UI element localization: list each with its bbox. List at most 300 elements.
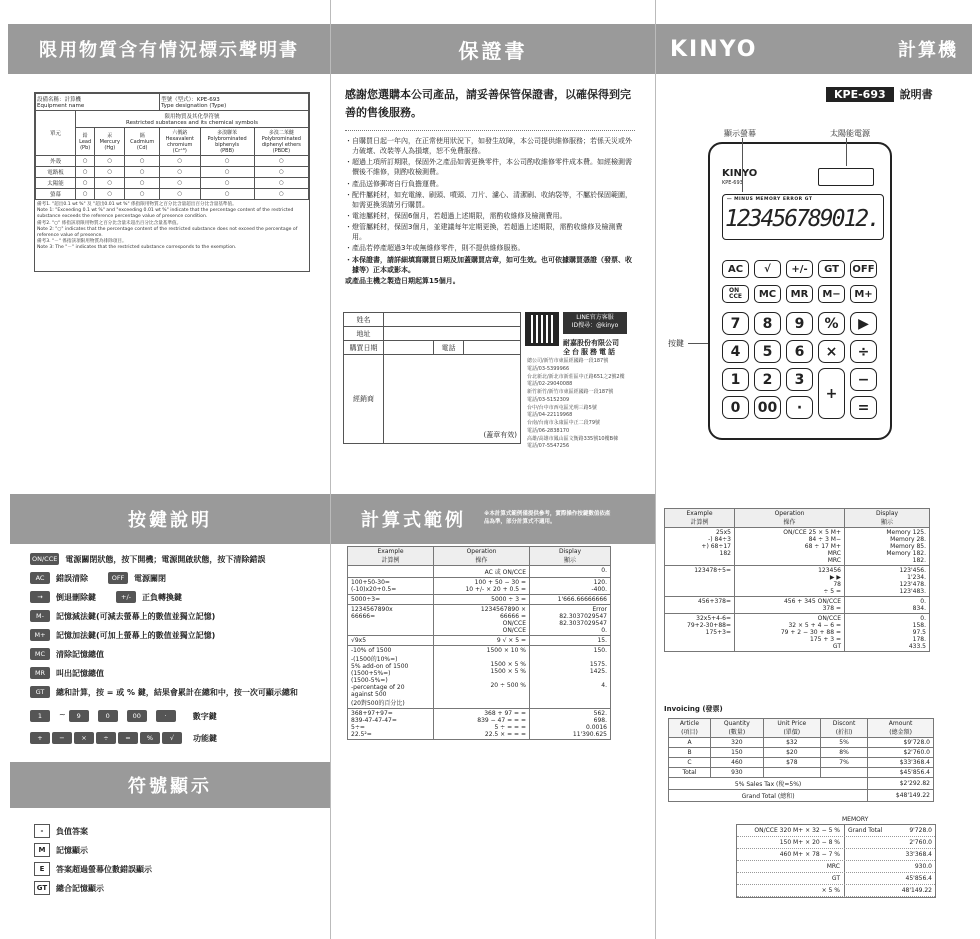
example-cell: -10% of 1500 -(1500的10%=) 5% add-on of 1500 (1500+5%=) (1500-5%=) -percentage of 20 against 500 (20對500的百分比)	[348, 646, 434, 709]
key-chip: +/-	[116, 591, 136, 603]
restricted-notes	[35, 200, 309, 254]
operation-cell: 9 √ × 5 =	[434, 636, 530, 646]
memory-row	[737, 861, 935, 873]
num-key-chip: 00	[127, 710, 147, 722]
symbol-title: 符號顯示	[128, 776, 212, 797]
symbol-text: 答案超過螢幕位數錯誤顯示	[56, 864, 152, 874]
symbol-chip: GT	[34, 881, 50, 895]
memory-op: × 5 %	[737, 885, 845, 896]
key-chip: M-	[30, 610, 50, 622]
display-cell: 0. 158. 97.5 178. 433.5	[845, 614, 930, 652]
type-label: 型號（型式）：KPE-693	[161, 97, 220, 103]
memory-row	[737, 849, 935, 861]
invoice-cell: 5%	[820, 738, 867, 748]
display-cell: Error 82.3037029547 82.3037029547 0.	[530, 605, 611, 636]
memory-rows	[736, 824, 936, 898]
table-row	[348, 566, 611, 578]
substance-mark: ○	[95, 156, 125, 167]
range-separator: ~	[59, 710, 66, 719]
column-header: Example 計算例	[665, 509, 735, 528]
func-key-chip: −	[52, 732, 72, 744]
num-key-chip: 9	[69, 710, 89, 722]
warranty-item: ・自購買日起一年內，在正常使用狀況下，如發生故障，本公司提供維修服務；若係天災或外力破壞、改裝等人為損壞，恕不免費服務。	[345, 137, 632, 156]
line-id: ID搜尋：@kinyo	[571, 322, 619, 330]
calc-key[interactable]: GT	[818, 260, 845, 278]
invoice-cell: 930	[711, 768, 764, 778]
form-date-field[interactable]	[384, 341, 434, 354]
table-row	[665, 597, 930, 614]
invoice-cell: $9'728.0	[868, 738, 934, 748]
key-desc-text: 錯誤清除	[56, 573, 88, 583]
form-address-field[interactable]	[384, 327, 520, 340]
invoice-cell: A	[669, 738, 711, 748]
func-key-chip: ÷	[96, 732, 116, 744]
label-display: 顯示螢幕	[724, 129, 756, 138]
func-key-chip: +	[30, 732, 50, 744]
display-cell: 123'456. 1'234. 123'478. 123'483.	[845, 566, 930, 597]
calculator-body	[708, 142, 892, 440]
warranty-title-bar	[331, 24, 655, 74]
symbol-text: 總合記憶顯示	[56, 883, 104, 893]
form-stamp-note: (蓋章有效)	[483, 431, 517, 439]
warranty-panel	[331, 0, 655, 470]
address-line: 台中/台中市西屯區光明三路5號	[527, 404, 597, 411]
key-desc-row	[30, 609, 215, 623]
lcd-value: 123456789012.	[724, 206, 879, 232]
table-row	[669, 758, 934, 768]
note-line: 備考1. "超出0.1 wt %" 及 "超出0.01 wt %" 係指限用物質之百分比含量超出百分比含量基準值。	[37, 202, 237, 207]
form-dealer-label: 經銷商	[344, 355, 384, 443]
display-pointer-line	[742, 138, 743, 192]
substance-mark: ○	[95, 178, 125, 189]
service-phone: 全台服務電話	[563, 348, 617, 356]
calc-key[interactable]: 4	[722, 340, 749, 363]
restricted-substances-panel	[0, 0, 330, 470]
symbol-row	[34, 862, 152, 876]
substance-mark: ○	[76, 189, 95, 200]
warranty-item: ・電池屬耗材，保固6個月，若超過上述期限，需酌收維修及檢測費用。	[345, 211, 567, 220]
numkeys-text: 數字鍵	[192, 711, 217, 721]
substance-mark: ○	[254, 167, 308, 178]
operation-cell: 456 + 345 ON/CCE 378 =	[735, 597, 845, 614]
type-label-en: Type designation (Type)	[161, 103, 227, 109]
cover-title: 計算機	[898, 40, 958, 61]
invoice-cell: Total	[669, 768, 711, 778]
substance-mark: ○	[254, 189, 308, 200]
num-key-chip: 1	[30, 710, 50, 722]
display-cell: 15.	[530, 636, 611, 646]
substance-mark: ○	[160, 178, 200, 189]
operation-cell: 1234567890 × 66666 = ON/CCE ON/CCE	[434, 605, 530, 636]
substance-mark: ○	[160, 156, 200, 167]
symbol-chip: M	[34, 843, 50, 857]
operation-cell: 123456 ▶ ▶ 78 ÷ 5 =	[735, 566, 845, 597]
warranty-item: ・燈管屬耗材，保固3個月，並建議每年定期更換，若超過上述期限，需酌收維修及檢測費用。	[345, 223, 623, 242]
column-header: Unit Price (單價)	[763, 719, 820, 738]
table-row	[665, 614, 930, 652]
example-cell: 100+50-30= (-10)x20+0.5=	[348, 578, 434, 595]
example-cell: 123478÷5=	[665, 566, 735, 597]
key-desc-title-bar	[10, 494, 330, 544]
column-header: Display 顯示	[530, 547, 611, 566]
restricted-table-box	[34, 92, 310, 272]
warranty-item: ・超過上項所訂期限，保固外之產品如需更換零件，本公司酌收維修零件成本費。如經檢測需價後不維修，則酌收檢測費。	[345, 158, 632, 177]
calc-key[interactable]: 2	[754, 368, 781, 391]
invoice-table	[668, 718, 934, 802]
restricted-header-en: Restricted substances and its chemical symbols	[126, 120, 258, 126]
note-line: 備考3. "－" 係指該項限用物質為排除項目。	[37, 239, 127, 245]
symbol-title-bar	[10, 762, 330, 808]
example-cell: 25x5 -) 84÷3 +) 68÷17 182	[665, 528, 735, 566]
unit-name: 螢幕	[36, 189, 76, 200]
invoice-cell: B	[669, 748, 711, 758]
operation-cell: AC 或 ON/CCE	[434, 566, 530, 578]
calc-model: KPE-693	[722, 180, 743, 186]
tax-label: 5% Sales Tax (稅=5%)	[669, 778, 868, 790]
calc-key[interactable]: OFF	[850, 260, 877, 278]
key-chip: GT	[30, 686, 50, 698]
symbol-text: 負值答案	[56, 826, 88, 836]
substance-mark: ○	[254, 156, 308, 167]
form-name-field[interactable]	[384, 313, 520, 326]
invoice-cell	[763, 768, 820, 778]
key-desc-row	[30, 685, 298, 699]
substance-mark: ○	[95, 189, 125, 200]
address-line: 電話/07-5547256	[527, 443, 570, 450]
brand-logo: KINYO	[670, 36, 758, 62]
lcd-indicators: ― MINUS MEMORY ERROR GT	[727, 197, 813, 202]
warranty-rule	[345, 130, 635, 131]
address-line: 新竹新竹/新竹市東區經國路一段187號	[527, 389, 614, 395]
memory-label: MEMORY	[842, 816, 869, 823]
calc-key[interactable]: %	[818, 312, 845, 335]
substance-mark: ○	[200, 189, 254, 200]
funckeys-row	[30, 732, 217, 744]
calc-key[interactable]: 9	[786, 312, 813, 335]
substance-column: 六價鉻 Hexavalent chromium (Cr⁺⁶)	[160, 128, 200, 156]
invoice-cell: $33'368.4	[868, 758, 934, 768]
example-cell: √9x5	[348, 636, 434, 646]
company-name: 耐嘉股份有限公司	[563, 339, 619, 347]
operation-cell: 5000 ÷ 3 =	[434, 595, 530, 605]
table-row	[36, 167, 309, 178]
key-desc-text: 正負轉換鍵	[142, 592, 182, 602]
calc-key[interactable]: +/-	[786, 260, 813, 278]
substance-mark: ○	[125, 156, 160, 167]
restricted-table	[35, 93, 309, 200]
key-desc-text: 電源關閉	[134, 573, 166, 583]
key-chip: MR	[30, 667, 50, 679]
substance-mark: ○	[125, 189, 160, 200]
example-cell: 368+97+97= 839-47-47-47= 5÷= 22.5²=	[348, 709, 434, 740]
service-addresses	[527, 358, 647, 451]
table-row	[669, 768, 934, 778]
manual-label: 說明書	[899, 88, 933, 101]
operation-cell: 100 + 50 − 30 = 10 +/- × 20 + 0.5 =	[434, 578, 530, 595]
key-chip: ON/CCE	[32, 555, 58, 563]
form-name-label: 姓名	[344, 313, 384, 326]
invoice-cell: $32	[763, 738, 820, 748]
calc-key[interactable]: ON CCE	[722, 285, 749, 303]
column-header: Example 計算例	[348, 547, 434, 566]
key-desc-text: 叫出記憶總值	[56, 668, 104, 678]
address-line: 台南/台南市永康區中正二段79號	[527, 420, 601, 426]
label-solar: 太陽能電源	[830, 129, 870, 138]
calc-key[interactable]: M−	[818, 285, 845, 303]
address-line: 總公司/新竹市東區經國路一段187號	[527, 358, 609, 364]
calc-key[interactable]: ×	[818, 340, 845, 363]
address-line: 台北新北/新北市新莊區中正路651之2號2樓	[527, 373, 625, 380]
memory-row	[737, 837, 935, 849]
restricted-title: 限用物質含有情況標示聲明書	[39, 40, 299, 61]
func-key-chip: =	[118, 732, 138, 744]
table-row	[36, 189, 309, 200]
numkeys-row	[30, 710, 217, 722]
display-cell: 120. -400.	[530, 578, 611, 595]
key-desc-text: 記憶減法鍵(可減去螢幕上的數值並獨立記憶)	[56, 611, 216, 621]
calc-key[interactable]: ÷	[850, 340, 877, 363]
memory-value: 33'368.4	[905, 851, 932, 858]
table-row	[348, 578, 611, 595]
tax-value: $2'292.82	[868, 778, 934, 790]
substance-mark: ○	[200, 178, 254, 189]
calc-key[interactable]: MR	[786, 285, 813, 303]
key-desc-title: 按鍵說明	[128, 510, 212, 531]
key-chip: →	[30, 591, 50, 603]
examples-title: 計算式範例	[361, 510, 466, 531]
solar-pointer-line	[846, 138, 847, 166]
table-row	[36, 178, 309, 189]
warranty-intro: 感謝您選購本公司產品，請妥善保管保證書，以確保得到完善的售後服務。	[345, 88, 631, 119]
symbol-row	[34, 881, 104, 895]
address-line: 電話/02-29040088	[527, 381, 573, 388]
operation-cell: 368 + 97 = = 839 − 47 = = = 5 ÷ = = = 22.5 × = = =	[434, 709, 530, 740]
memory-value: 45'856.4	[905, 875, 932, 882]
num-key-chip: 0	[98, 710, 118, 722]
calc-key[interactable]: 1	[722, 368, 749, 391]
column-header: Discont (折扣)	[820, 719, 867, 738]
invoice-cell: $45'856.4	[868, 768, 934, 778]
invoice-cell: 320	[711, 738, 764, 748]
form-date-label: 購買日期	[344, 341, 384, 354]
display-cell: Memory 125. Memory 28. Memory 85. Memory 182. 182.	[845, 528, 930, 566]
address-line: 電話/03-5399966	[527, 365, 570, 372]
example-cell	[348, 566, 434, 578]
key-chip: M+	[30, 629, 50, 641]
column-header: Article (項目)	[669, 719, 711, 738]
key-chip: MC	[30, 648, 50, 660]
key-desc-row	[30, 590, 182, 604]
memory-value: 48'149.22	[901, 887, 932, 894]
invoice-cell: $20	[763, 748, 820, 758]
symbol-row	[34, 843, 88, 857]
example-cell: 32x5+4-6= 79+2-30+88= 175+3=	[665, 614, 735, 652]
examples-note: ※本計算式範例僅提供參考，實際操作按鍵數值依產品為準，部分計算式不適用。	[484, 511, 611, 525]
table-row	[348, 605, 611, 636]
warranty-title: 保證書	[458, 38, 528, 63]
grand-value: $48'149.22	[868, 790, 934, 802]
symbol-text: 記憶顯示	[56, 845, 88, 855]
operation-cell: 1500 × 10 % 1500 × 5 % 1500 × 5 % 20 ÷ 500 %	[434, 646, 530, 709]
restricted-header: 限用物質及其化學符號	[164, 114, 220, 120]
display-cell: 562. 698. 0.0016 11'390.625	[530, 709, 611, 740]
examples-panel	[331, 470, 655, 939]
key-desc-row	[30, 647, 104, 661]
address-line: 電話/06-2838170	[527, 427, 570, 434]
table-row	[36, 156, 309, 167]
calc-key[interactable]: AC	[722, 260, 749, 278]
display-cell: 1'666.66666666	[530, 595, 611, 605]
substance-mark: ○	[200, 156, 254, 167]
column-header: Display 顯示	[845, 509, 930, 528]
example-cell: 5000÷3=	[348, 595, 434, 605]
memory-value: 930.0	[914, 863, 932, 870]
key-desc-text: 清除記憶總值	[56, 649, 104, 659]
display-cell: 0.	[530, 566, 611, 578]
lcd-display	[722, 194, 884, 240]
calc-key[interactable]: 7	[722, 312, 749, 335]
label-keys: 按鍵	[668, 339, 684, 348]
key-desc-row	[30, 571, 166, 585]
key-desc-text: 總和計算，按 = 或 % 鍵，結果會累計在總和中，按一次可顯示總和	[56, 687, 298, 697]
note-line: Note 1: "Exceeding 0.1 wt %" and "exceeding 0.01 wt %" indicate that the percentage content of the restricted substance exceeds the reference percentage value of presence condition.	[37, 208, 294, 220]
memory-flag: Grand Total	[848, 827, 883, 834]
warranty-item: 或產品主機之製造日期起算15個月。	[345, 276, 460, 285]
memory-op: GT	[737, 873, 845, 884]
solar-panel	[818, 168, 874, 186]
unit-name: 外殼	[36, 156, 76, 167]
form-phone-label: 電話	[434, 341, 464, 354]
invoice-cell: C	[669, 758, 711, 768]
key-desc-text: 電源關閉狀態，按下開機；電源開啟狀態，按下清除錯誤	[65, 554, 266, 564]
memory-row	[737, 873, 935, 885]
funckeys-text: 功能鍵	[193, 733, 217, 743]
key-desc-row	[30, 666, 104, 680]
symbol-chip: -	[34, 824, 50, 838]
cover-panel	[656, 0, 980, 470]
note-line: 備考2. "○" 係指該項限用物質之百分比含量未超出百分比含量基準值。	[37, 220, 182, 226]
note-line: Note 2: "○" indicates that the percentage content of the restricted substance does not exceed the percentage of reference value of presence.	[37, 226, 298, 238]
invoice-cell: $78	[763, 758, 820, 768]
substance-mark: ○	[76, 167, 95, 178]
model-badge	[826, 86, 933, 102]
substance-mark: ○	[125, 178, 160, 189]
calc-key[interactable]: 8	[754, 312, 781, 335]
calc-key[interactable]: +	[818, 368, 845, 419]
warranty-form	[343, 312, 521, 444]
invoice-cell: $2'760.0	[868, 748, 934, 758]
key-desc-row	[30, 628, 215, 642]
key-desc-text: 記憶加法鍵(可加上螢幕上的數值並獨立記憶)	[56, 630, 216, 640]
calc-key[interactable]: ·	[786, 396, 813, 419]
calc-key[interactable]: 0	[722, 396, 749, 419]
key-chip: AC	[30, 572, 50, 584]
warranty-item: ・產品送修郵寄自行負擔運費。	[345, 179, 443, 188]
address-line: 電話/04-22119968	[527, 412, 573, 419]
func-key-chip: √	[162, 732, 182, 744]
examples2-table	[664, 508, 930, 652]
key-desc-row	[30, 552, 265, 566]
cover-title-bar	[656, 24, 972, 74]
calc-key[interactable]: 3	[786, 368, 813, 391]
substance-mark: ○	[160, 189, 200, 200]
symbol-row	[34, 824, 88, 838]
memory-op: 150 M+ × 20 − 8 %	[737, 837, 845, 848]
substance-column: 多溴二苯醚 Polybrominated diphenyl ethers (PBDE)	[254, 128, 308, 156]
restricted-title-bar	[8, 24, 330, 74]
operation-cell: ON/CCE 25 × 5 M+ 84 ÷ 3 M− 68 ÷ 17 M+ MRC MRC	[735, 528, 845, 566]
address-line: 高雄/高雄市鳳山區文衡路335號10樓B棟	[527, 435, 619, 442]
calc-key[interactable]: 6	[786, 340, 813, 363]
invoice-cell: 7%	[820, 758, 867, 768]
line-label: LINE官方客服	[576, 314, 614, 321]
calc-key[interactable]: M+	[850, 285, 877, 303]
table-row	[669, 738, 934, 748]
equip-name: 設備名稱：計算機	[37, 97, 82, 103]
memory-value: 9'728.0	[909, 827, 932, 834]
examples-title-bar	[331, 494, 655, 544]
memory-value: 2'760.0	[909, 839, 932, 846]
substance-mark: ○	[76, 178, 95, 189]
substance-mark: ○	[200, 167, 254, 178]
invoice-cell: 150	[711, 748, 764, 758]
warranty-item: ・配件屬耗材，如充電線、刷頭、噴頭、刀片、濾心、清潔刷、收納袋等，不屬於保固範圍，如需更換須請另行購買。	[345, 190, 632, 209]
display-cell: 150. 1575. 1425. 4.	[530, 646, 611, 709]
column-header: Operation 操作	[434, 547, 530, 566]
invoice-title: Invoicing (發票)	[664, 705, 723, 713]
examples-table	[347, 546, 611, 740]
warranty-item: ・產品若停產超過3年或無維修零件，則不提供維修服務。	[345, 244, 525, 253]
memory-row	[737, 885, 935, 897]
substance-column: 汞 Mercury (Hg)	[95, 128, 125, 156]
calc-key[interactable]: =	[850, 396, 877, 419]
substance-mark: ○	[76, 156, 95, 167]
calc-key[interactable]: ▶	[850, 312, 877, 335]
calc-key[interactable]: 5	[754, 340, 781, 363]
table-row	[669, 748, 934, 758]
symbol-chip: E	[34, 862, 50, 876]
calc-key[interactable]: MC	[754, 285, 781, 303]
memory-op: 460 M+ × 78 − 7 %	[737, 849, 845, 860]
address-line: 電話/03-5152309	[527, 396, 570, 403]
column-header: Amount (總金額)	[868, 719, 934, 738]
func-key-chip: %	[140, 732, 160, 744]
memory-row	[737, 825, 935, 837]
memory-op: MRC	[737, 861, 845, 872]
display-cell: 0. 834.	[845, 597, 930, 614]
column-header: Operation 操作	[735, 509, 845, 528]
calc-brand: KINYO	[722, 168, 758, 179]
key-chip: OFF	[108, 572, 128, 584]
key-desc-panel	[0, 470, 330, 939]
qr-code	[525, 312, 559, 346]
memory-op: ON/CCE 320 M+ × 32 − 5 %	[737, 825, 845, 836]
form-phone-field[interactable]	[464, 341, 520, 354]
calc-key[interactable]: √	[754, 260, 781, 278]
table-row	[665, 528, 930, 566]
substance-mark: ○	[95, 167, 125, 178]
table-row	[348, 636, 611, 646]
calc-key[interactable]: −	[850, 368, 877, 391]
substance-column: 鎘 Cadmium (Cd)	[125, 128, 160, 156]
substance-column: 鉛 Lead (Pb)	[76, 128, 95, 156]
func-key-chip: ×	[74, 732, 94, 744]
table-row	[348, 595, 611, 605]
calc-key[interactable]: 00	[754, 396, 781, 419]
column-header: Quantity (數量)	[711, 719, 764, 738]
num-key-chip: ·	[156, 710, 176, 722]
table-row	[665, 566, 930, 597]
